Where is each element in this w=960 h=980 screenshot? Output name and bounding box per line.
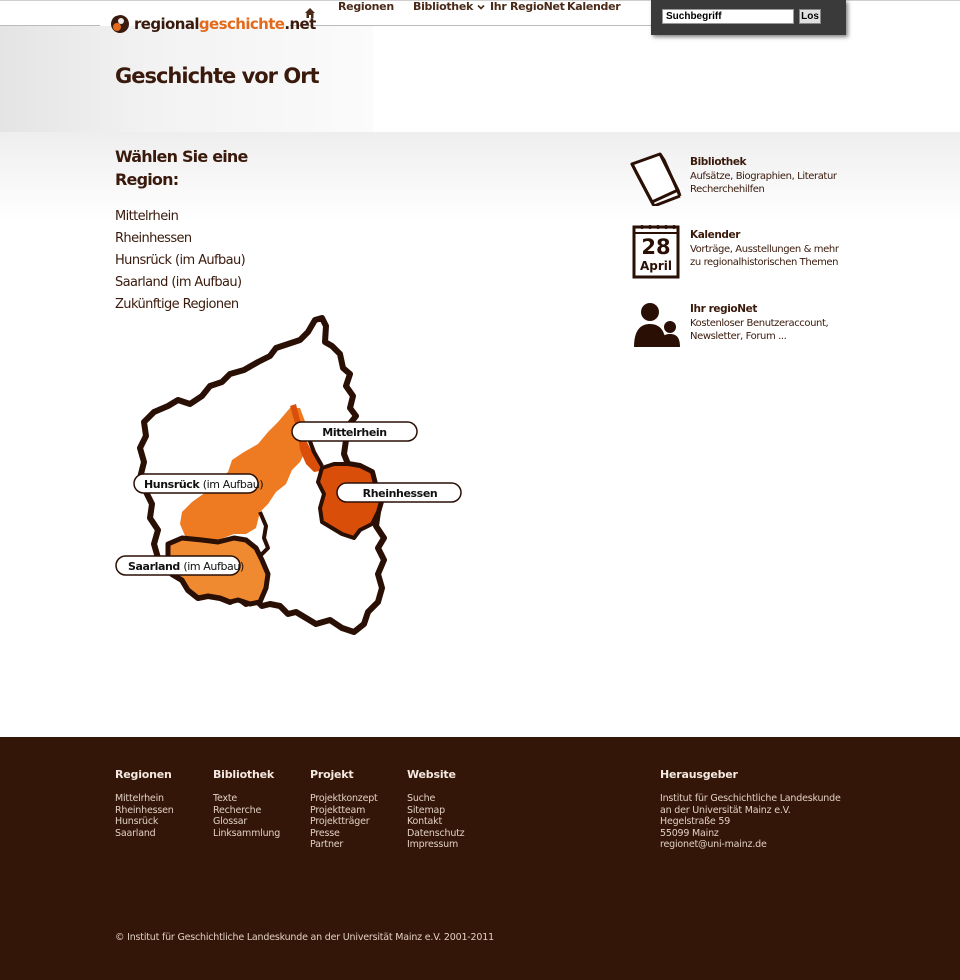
region-link-saarland[interactable]: Saarland (im Aufbau) (115, 275, 242, 290)
region-link-future[interactable]: Zukünftige Regionen (115, 297, 239, 312)
nav-bibliothek[interactable] (413, 0, 485, 13)
feature-text (690, 156, 837, 197)
chevron-down-icon (477, 3, 485, 11)
region-map (110, 312, 470, 642)
users-icon (628, 297, 684, 353)
footer-link[interactable]: Linksammlung (213, 827, 281, 839)
footer-link[interactable]: Glossar (213, 816, 248, 827)
region-link-hunsrueck[interactable]: Hunsrück (im Aufbau) (115, 253, 246, 268)
feature-title: Kalender (690, 229, 741, 241)
svg-text:Saarland (im Aufbau): Saarland (im Aufbau) (128, 560, 244, 573)
footer-col-title: Projekt (310, 768, 354, 781)
footer-link[interactable]: Impressum (407, 839, 459, 850)
publisher-line: Hegelstraße 59 (660, 816, 731, 827)
region-list (115, 206, 245, 316)
calendar-icon (628, 223, 684, 279)
header-divider (0, 25, 100, 26)
footer-link[interactable]: Saarland (115, 827, 156, 839)
publisher-email[interactable]: regionet@uni-mainz.de (660, 839, 767, 850)
footer-col-bibliothek (213, 768, 280, 839)
nav-kalender[interactable]: Kalender (567, 0, 621, 13)
footer-col-regionen (115, 768, 174, 839)
svg-text:Rheinhessen: Rheinhessen (362, 487, 438, 500)
footer-link[interactable]: Projektteam (310, 804, 366, 816)
feature-title: Ihr regioNet (690, 303, 757, 315)
feature-desc: Kostenloser Benutzeraccount, (690, 317, 829, 329)
header-divider (290, 25, 652, 26)
feature-desc: Newsletter, Forum ... (690, 331, 787, 342)
region-link-rheinhessen[interactable]: Rheinhessen (115, 231, 192, 246)
footer-link[interactable]: Suche (407, 793, 436, 804)
feature-kalender[interactable] (628, 223, 839, 279)
svg-text:28: 28 (641, 235, 671, 259)
footer-link[interactable]: Rheinhessen (115, 804, 174, 816)
footer-col-title: Bibliothek (213, 768, 274, 781)
feature-text (690, 303, 828, 344)
region-link-mittelrhein[interactable]: Mittelrhein (115, 209, 179, 224)
footer-link[interactable]: Datenschutz (407, 827, 465, 839)
nav-bibliothek-label: Bibliothek (413, 0, 473, 13)
map-label-hunsrueck[interactable] (134, 474, 263, 493)
publisher-line: 55099 Mainz (660, 827, 719, 839)
footer-link[interactable]: Projektträger (310, 816, 370, 827)
logo-text: regionalgeschichte.net (134, 15, 316, 33)
feature-text (690, 229, 839, 270)
feature-desc: Vorträge, Ausstellungen & mehr (690, 243, 839, 255)
search-button[interactable]: Los (799, 9, 821, 24)
publisher-line: Institut für Geschichtliche Landeskunde (660, 793, 841, 804)
footer-col-title: Herausgeber (660, 768, 738, 781)
svg-text:April: April (639, 259, 673, 273)
map-label-saarland[interactable] (116, 556, 244, 575)
footer-link[interactable]: Hunsrück (115, 816, 159, 827)
svg-text:Hunsrück (im Aufbau): Hunsrück (im Aufbau) (144, 478, 264, 491)
copyright: © Institut für Geschichtliche Landeskunde an der Universität Mainz e.V. 2001-2011 (115, 932, 494, 943)
home-icon[interactable] (304, 7, 316, 19)
footer-col-website (407, 768, 464, 851)
map-label-rheinhessen[interactable] (337, 483, 461, 502)
footer-link[interactable]: Sitemap (407, 804, 445, 816)
map-label-mittelrhein[interactable] (292, 422, 417, 441)
site-logo[interactable] (110, 14, 316, 34)
search-panel (651, 0, 846, 35)
feature-regionet[interactable] (628, 297, 828, 353)
feature-desc: Recherchehilfen (690, 184, 765, 195)
footer-link[interactable]: Presse (310, 827, 340, 839)
footer-link[interactable]: Projektkonzept (310, 793, 378, 804)
footer-link[interactable]: Recherche (213, 804, 262, 816)
page-title: Geschichte vor Ort (115, 64, 319, 88)
footer-link[interactable]: Kontakt (407, 816, 442, 827)
feature-title: Bibliothek (690, 156, 747, 168)
publisher-line: an der Universität Mainz e.V. (660, 804, 791, 816)
feature-bibliothek[interactable] (628, 150, 837, 206)
nav-regionen[interactable]: Regionen (338, 0, 394, 13)
site-footer (0, 737, 960, 980)
footer-col-title: Regionen (115, 768, 172, 781)
book-icon (628, 150, 684, 206)
footer-link[interactable]: Partner (310, 839, 344, 850)
logo-icon (110, 14, 130, 34)
footer-col-projekt (310, 768, 378, 851)
svg-text:Mittelrhein: Mittelrhein (322, 426, 387, 439)
search-input[interactable] (662, 9, 794, 24)
region-heading: Wählen Sie eine Region: (115, 147, 248, 189)
footer-col-title: Website (407, 768, 456, 781)
footer-link[interactable]: Mittelrhein (115, 793, 164, 804)
feature-desc: Aufsätze, Biographien, Literatur (690, 170, 837, 182)
footer-link[interactable]: Texte (213, 793, 238, 804)
nav-ihr-regionet[interactable]: Ihr RegioNet (490, 0, 565, 13)
footer-col-herausgeber (660, 768, 841, 851)
feature-desc: zu regionalhistorischen Themen (690, 257, 839, 268)
